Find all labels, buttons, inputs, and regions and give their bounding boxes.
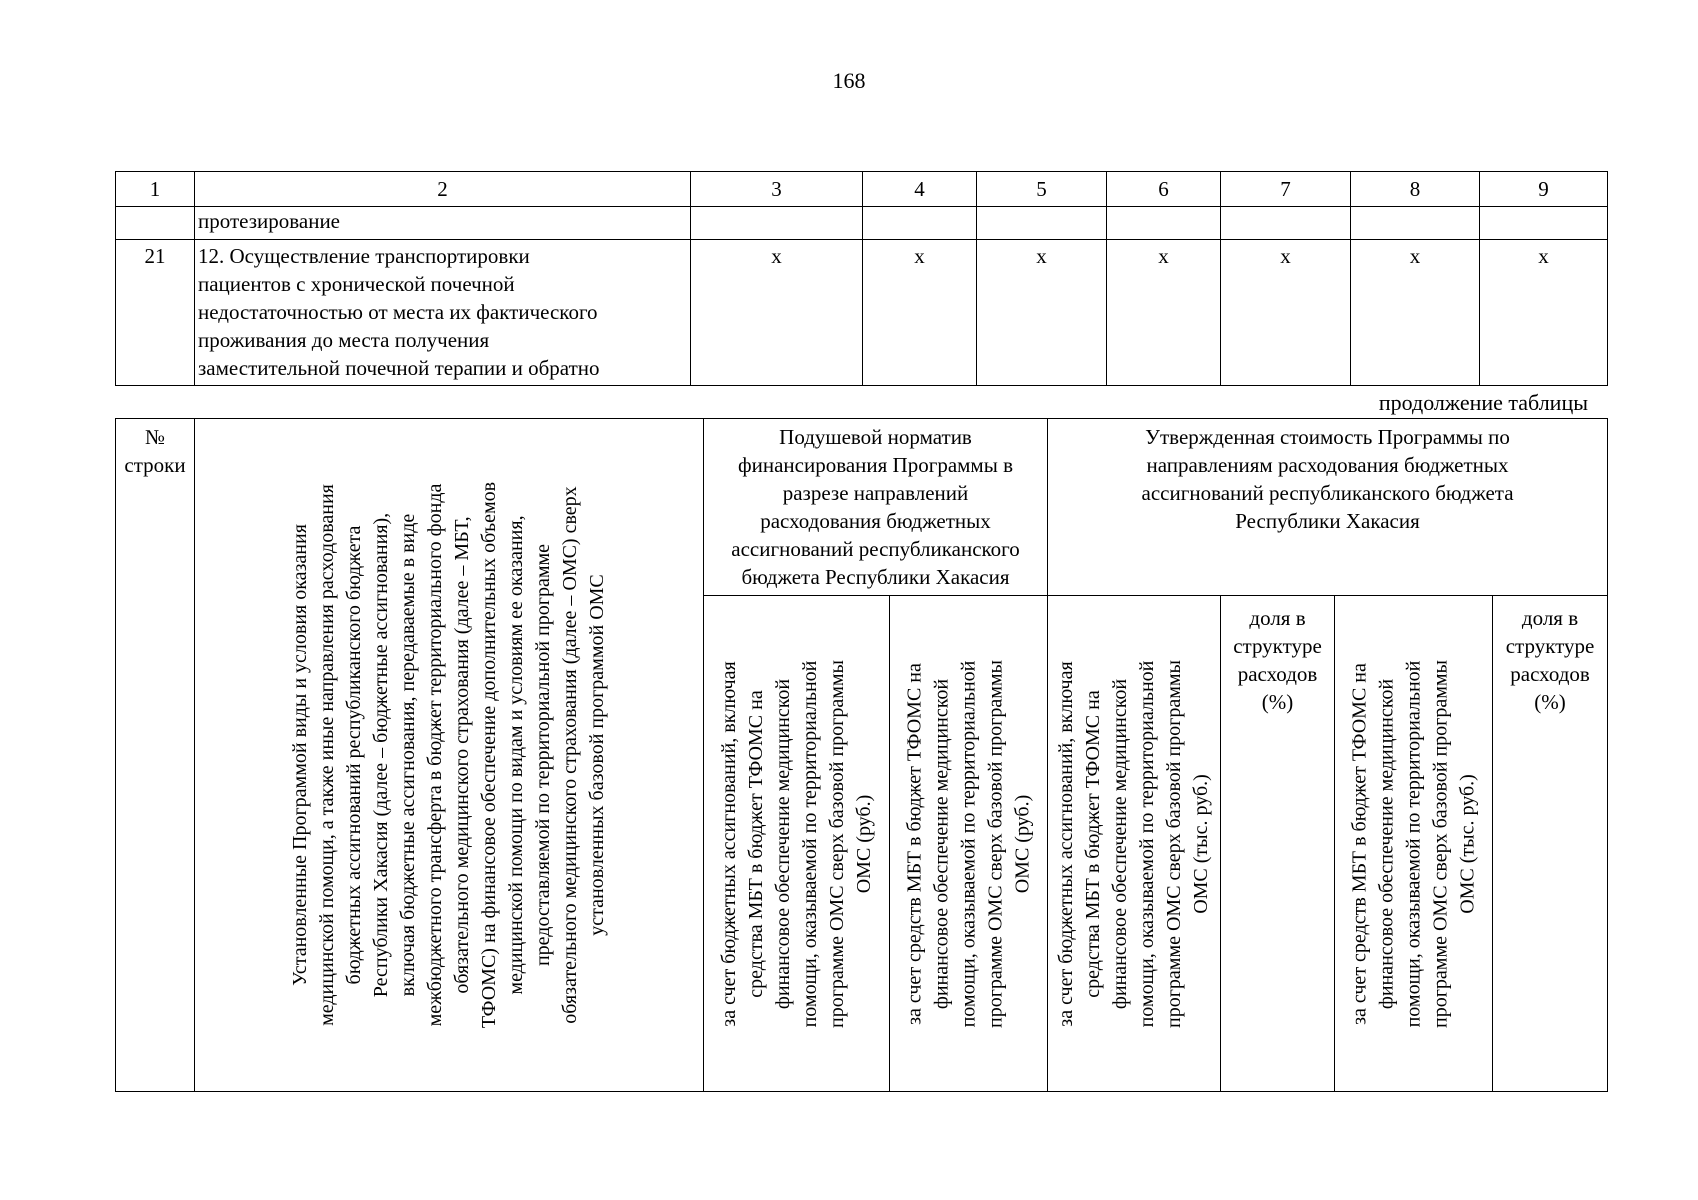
text-line: недостаточностью от места их фактического	[198, 300, 598, 324]
vertical-header-text	[1053, 660, 1215, 1028]
value-cell	[1351, 207, 1480, 240]
header-line: (%)	[1534, 690, 1566, 714]
header-cell: 8	[1351, 172, 1480, 207]
header-line: ассигнований республиканского бюджета	[1141, 481, 1514, 505]
header-line: ТФОМС) на финансовое обеспечение дополнительных объемов	[478, 481, 500, 1029]
header-line: ОМС (руб.)	[1011, 794, 1033, 893]
header-line: программе ОМС сверх базовой программы	[1163, 659, 1186, 1028]
header-line: финансирования Программы в	[738, 453, 1013, 477]
budget-thousand-rub-header	[1048, 596, 1221, 1092]
row-number: 21	[116, 240, 195, 386]
header-cell: 6	[1107, 172, 1221, 207]
header-line: за счет средств МБТ в бюджет ТФОМС на	[1348, 662, 1371, 1025]
text-line: пациентов с хронической почечной	[198, 272, 515, 296]
header-line: обязательного медицинского страхования (далее – МБТ,	[451, 516, 473, 994]
header-line: программе ОМС сверх базовой программы	[984, 659, 1006, 1028]
header-cell: 1	[116, 172, 195, 207]
page-number: 168	[832, 68, 866, 93]
text-line: 12. Осуществление транспортировки	[198, 244, 530, 268]
header-line: финансовое обеспечение медицинской	[1375, 678, 1398, 1009]
mbt-rub-header	[890, 596, 1048, 1092]
value-cell	[863, 207, 977, 240]
vertical-header-text	[901, 660, 1036, 1028]
header-line: помощи, оказываемой по территориальной	[957, 660, 979, 1027]
header-line: программе ОМС сверх базовой программы	[825, 659, 848, 1028]
header-line: медицинской помощи по видам и условиям ее оказания,	[505, 515, 527, 995]
value-cell: х	[691, 240, 863, 386]
header-line: доля в	[1521, 606, 1579, 630]
per-capita-norm-header	[704, 419, 1048, 596]
header-line: за счет бюджетных ассигнований, включая	[717, 660, 740, 1027]
header-line: Подушевой норматив	[779, 425, 972, 449]
header-line: средства МБТ в бюджет ТФОМС на	[1082, 689, 1105, 998]
header-line: доля в	[1249, 606, 1306, 630]
value-cell: х	[977, 240, 1107, 386]
header-line: ОМС (тыс. руб.)	[1190, 773, 1213, 914]
header-cell: 7	[1221, 172, 1351, 207]
value-cell	[1221, 207, 1351, 240]
table-row	[116, 240, 1608, 386]
header-line: помощи, оказываемой по территориальной	[1402, 660, 1425, 1027]
value-cell: х	[863, 240, 977, 386]
text-line: проживания до места получения	[198, 328, 490, 352]
header-line: (%)	[1261, 690, 1294, 714]
value-cell: х	[1221, 240, 1351, 386]
vertical-header-text	[716, 660, 878, 1028]
header-line: расходов	[1510, 662, 1590, 686]
top-table	[115, 171, 1608, 386]
header-line: расходов	[1237, 662, 1318, 686]
row-number	[116, 207, 195, 240]
header-line: ОМС (руб.)	[852, 794, 875, 893]
value-cell: х	[1107, 240, 1221, 386]
share-header	[1493, 596, 1608, 1092]
header-line: ОМС (тыс. руб.)	[1456, 773, 1479, 914]
header-line: медицинской помощи, а также иные направления расходования	[316, 484, 338, 1026]
header-line: обязательного медицинского страхования (далее – ОМС) сверх	[559, 486, 581, 1024]
header-line: разрезе направлений	[782, 481, 969, 505]
continuation-label: продолжение таблицы	[1378, 390, 1588, 415]
header-line: структуре	[1233, 634, 1322, 658]
vertical-header-text	[1346, 660, 1481, 1028]
header-line: помощи, оказываемой по территориальной	[1136, 660, 1159, 1027]
header-line: Установленные Программой виды и условия оказания	[289, 524, 311, 986]
header-line: бюджетных ассигнований республиканского бюджета	[343, 525, 365, 985]
value-cell	[1107, 207, 1221, 240]
mbt-thousand-rub-header	[1335, 596, 1493, 1092]
share-header	[1221, 596, 1335, 1092]
header-line: помощи, оказываемой по территориальной	[798, 660, 821, 1027]
header-line: программе ОМС сверх базовой программы	[1429, 659, 1452, 1028]
header-line: за счет бюджетных ассигнований, включая	[1055, 660, 1078, 1027]
row-number-header	[116, 419, 195, 1092]
header-cell: 9	[1480, 172, 1608, 207]
header-line: №	[144, 425, 166, 449]
value-cell	[977, 207, 1107, 240]
header-cell: 3	[691, 172, 863, 207]
header-cell: 2	[195, 172, 691, 207]
header-cell: 4	[863, 172, 977, 207]
header-line: направлениям расходования бюджетных	[1146, 453, 1509, 477]
header-line: за счет средств МБТ в бюджет ТФОМС на	[903, 662, 925, 1025]
header-line: финансовое обеспечение медицинской	[771, 678, 794, 1009]
vertical-header-text	[287, 482, 611, 1028]
value-cell: х	[1480, 240, 1608, 386]
header-line: строки	[124, 453, 186, 477]
top-table-header-row	[116, 172, 1608, 207]
header-line: Утвержденная стоимость Программы по	[1145, 425, 1510, 449]
header-line: финансовое обеспечение медицинской	[930, 678, 952, 1009]
value-cell	[691, 207, 863, 240]
header-line: Республики Хакасия (далее – бюджетные ассигнования),	[370, 512, 392, 998]
header-cell: 5	[977, 172, 1107, 207]
budget-rub-header	[704, 596, 890, 1092]
row-description	[195, 240, 691, 386]
header-line: включая бюджетные ассигнования, передаваемые в виде	[397, 513, 419, 997]
approved-cost-header	[1048, 419, 1608, 596]
header-line: бюджета Республики Хакасия	[741, 565, 1010, 589]
header-line: расходования бюджетных	[760, 509, 991, 533]
header-line: средства МБТ в бюджет ТФОМС на	[744, 689, 767, 998]
main-header-table	[115, 418, 1608, 1092]
header-line: структуре	[1505, 634, 1595, 658]
header-line: финансовое обеспечение медицинской	[1109, 678, 1132, 1009]
header-line: ассигнований республиканского	[731, 537, 1020, 561]
header-line: межбюджетного трансферта в бюджет территориального фонда	[424, 483, 446, 1027]
types-and-conditions-header	[195, 419, 704, 1092]
text-line: заместительной почечной терапии и обратно	[198, 356, 600, 380]
text-line: протезирование	[198, 209, 341, 233]
header-line: предоставляемой по территориальной программе	[532, 543, 554, 967]
header-line: Республики Хакасия	[1235, 509, 1420, 533]
table-row	[116, 207, 1608, 240]
value-cell	[1480, 207, 1608, 240]
header-line: установленных базовой программой ОМС	[586, 574, 608, 936]
value-cell: х	[1351, 240, 1480, 386]
row-description	[195, 207, 691, 240]
